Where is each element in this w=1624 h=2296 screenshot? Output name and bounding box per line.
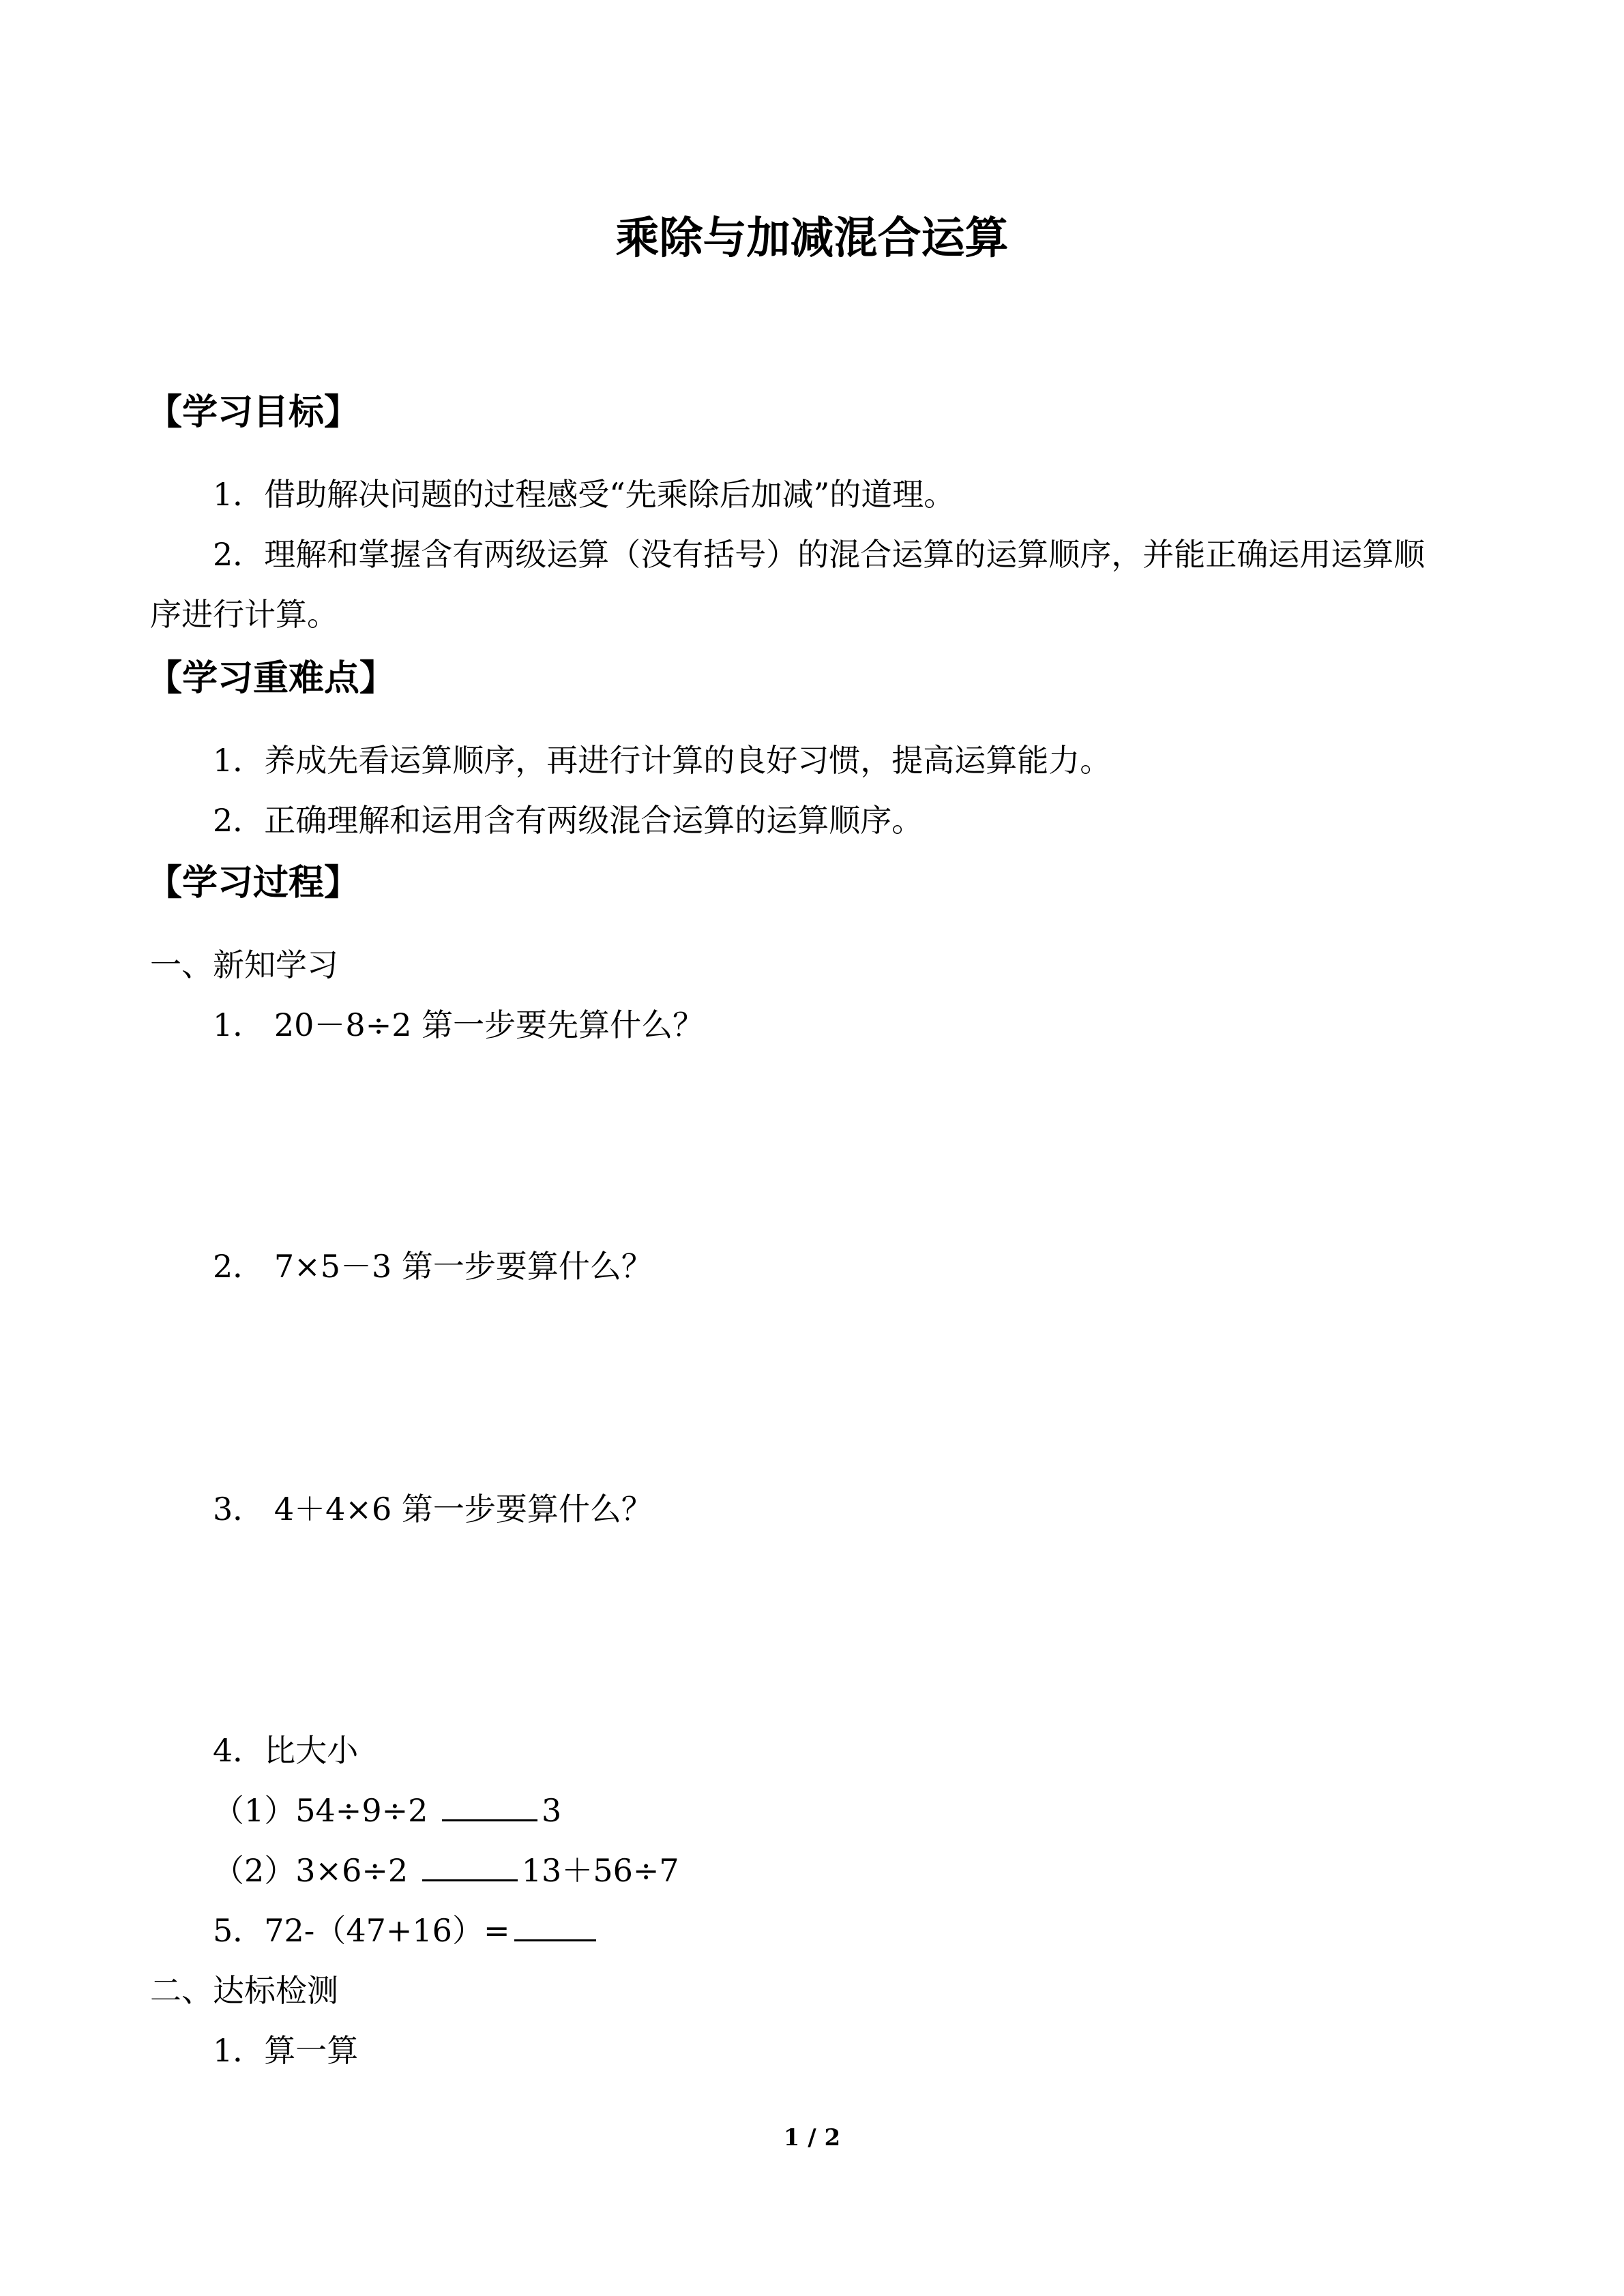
goal-item-1: 1．借助解决问题的过程感受“先乘除后加减”的道理。 [213, 476, 956, 513]
question-5-left: 5．72-（47+16）= [213, 1912, 510, 1949]
question-4-1-right: 3 [542, 1792, 562, 1829]
question-4-2-left: （2）3×6÷2 [213, 1852, 409, 1889]
answer-blank[interactable] [422, 1848, 518, 1881]
section-heading-goals: 【学习目标】 [147, 392, 360, 433]
question-3: 3． 4＋4×6 第一步要算什么？ [213, 1491, 653, 1527]
part2-label: 二、达标检测 [150, 1972, 338, 2009]
question-1: 1． 20－8÷2 第一步要先算什么？ [213, 1007, 705, 1043]
key-point-item-1: 1．养成先看运算顺序，再进行计算的良好习惯，提高运算能力。 [213, 742, 1112, 779]
question-4-1 [213, 1787, 561, 1834]
part1-label: 一、新知学习 [150, 946, 338, 983]
page-title: 乘除与加减混合运算 [615, 213, 1009, 264]
part2-question-1: 1．算一算 [213, 2032, 359, 2069]
section-heading-process: 【学习过程】 [147, 863, 360, 904]
goal-item-2: 2．理解和掌握含有两级运算（没有括号）的混合运算的运算顺序，并能正确运用运算顺 [213, 536, 1426, 573]
question-4-2 [213, 1847, 679, 1894]
section-heading-key-points: 【学习重难点】 [147, 658, 396, 699]
question-5 [213, 1907, 600, 1954]
goal-item-2-cont: 序进行计算。 [150, 596, 338, 633]
question-2: 2． 7×5－3 第一步要算什么？ [213, 1248, 653, 1285]
question-4-1-left: （1）54÷9÷2 [213, 1792, 428, 1829]
answer-blank[interactable] [514, 1908, 596, 1941]
key-point-item-2: 2．正确理解和运用含有两级混合运算的运算顺序。 [213, 802, 924, 839]
answer-blank[interactable] [442, 1788, 537, 1821]
question-4-2-right: 13＋56÷7 [521, 1852, 679, 1889]
page-number: 1 / 2 [783, 2124, 841, 2151]
question-4: 4．比大小 [213, 1732, 359, 1769]
